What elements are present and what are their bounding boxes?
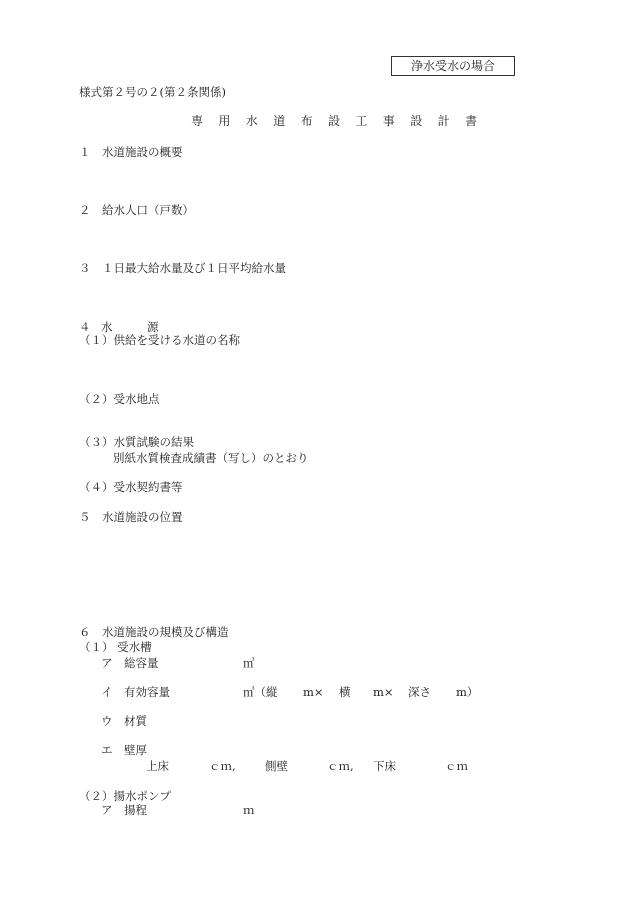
tank-i-unit: ㎥（縦 xyxy=(243,685,278,699)
tank-label: （１） 受水槽 xyxy=(79,640,152,654)
tank-e-side: 側壁 xyxy=(265,759,288,773)
section-2-heading: ２ 給水人口（戸数） xyxy=(79,203,194,217)
section-4-heading-a: 水 xyxy=(101,320,113,334)
section-6-heading: ６ 水道施設の規模及び構造 xyxy=(79,625,229,639)
tank-i-m1: m× xyxy=(303,685,324,699)
tank-e-top: 上床 xyxy=(146,759,169,773)
tank-e-cm3: ｃｍ xyxy=(445,759,468,773)
tank-e-cm1: ｃｍ, xyxy=(209,759,236,773)
section-4-sub-4: （４）受水契約書等 xyxy=(79,480,183,494)
case-badge: 浄水受水の場合 xyxy=(391,56,515,76)
pump-a-label: ア 揚程 xyxy=(101,803,147,817)
tank-i-depth: 深さ xyxy=(408,685,431,699)
tank-a-label: ア 総容量 xyxy=(101,656,159,670)
tank-e-bottom: 下床 xyxy=(373,759,396,773)
tank-i-m3: m） xyxy=(456,685,479,699)
section-5-heading: ５ 水道施設の位置 xyxy=(79,510,183,524)
tank-i-horizontal: 横 xyxy=(339,685,351,699)
section-4-sub-2: （２）受水地点 xyxy=(79,392,160,406)
tank-a-unit: ㎥ xyxy=(243,656,255,670)
document-title: 専用水道布設工事設計書 xyxy=(191,114,493,128)
section-4-sub-3-note: 別紙水質検査成績書（写し）のとおり xyxy=(113,451,309,465)
tank-i-label: イ 有効容量 xyxy=(101,685,170,699)
pump-label: （２）揚水ポンプ xyxy=(79,789,171,803)
tank-i-m2: m× xyxy=(373,685,394,699)
form-number: 様式第２号の２(第２条関係) xyxy=(79,85,226,99)
pump-a-unit: ｍ xyxy=(243,803,255,817)
tank-u-label: ウ 材質 xyxy=(101,714,147,728)
section-4-sub-1: （１）供給を受ける水道の名称 xyxy=(79,333,240,347)
section-4-sub-3: （３）水質試験の結果 xyxy=(79,435,194,449)
section-4-heading-b: 源 xyxy=(147,320,159,334)
tank-e-label: エ 壁厚 xyxy=(101,743,147,757)
section-3-heading: ３ １日最大給水量及び１日平均給水量 xyxy=(79,261,286,275)
section-4-number: ４ xyxy=(79,320,91,334)
tank-e-cm2: ｃｍ, xyxy=(327,759,354,773)
section-1-heading: １ 水道施設の概要 xyxy=(79,145,183,159)
